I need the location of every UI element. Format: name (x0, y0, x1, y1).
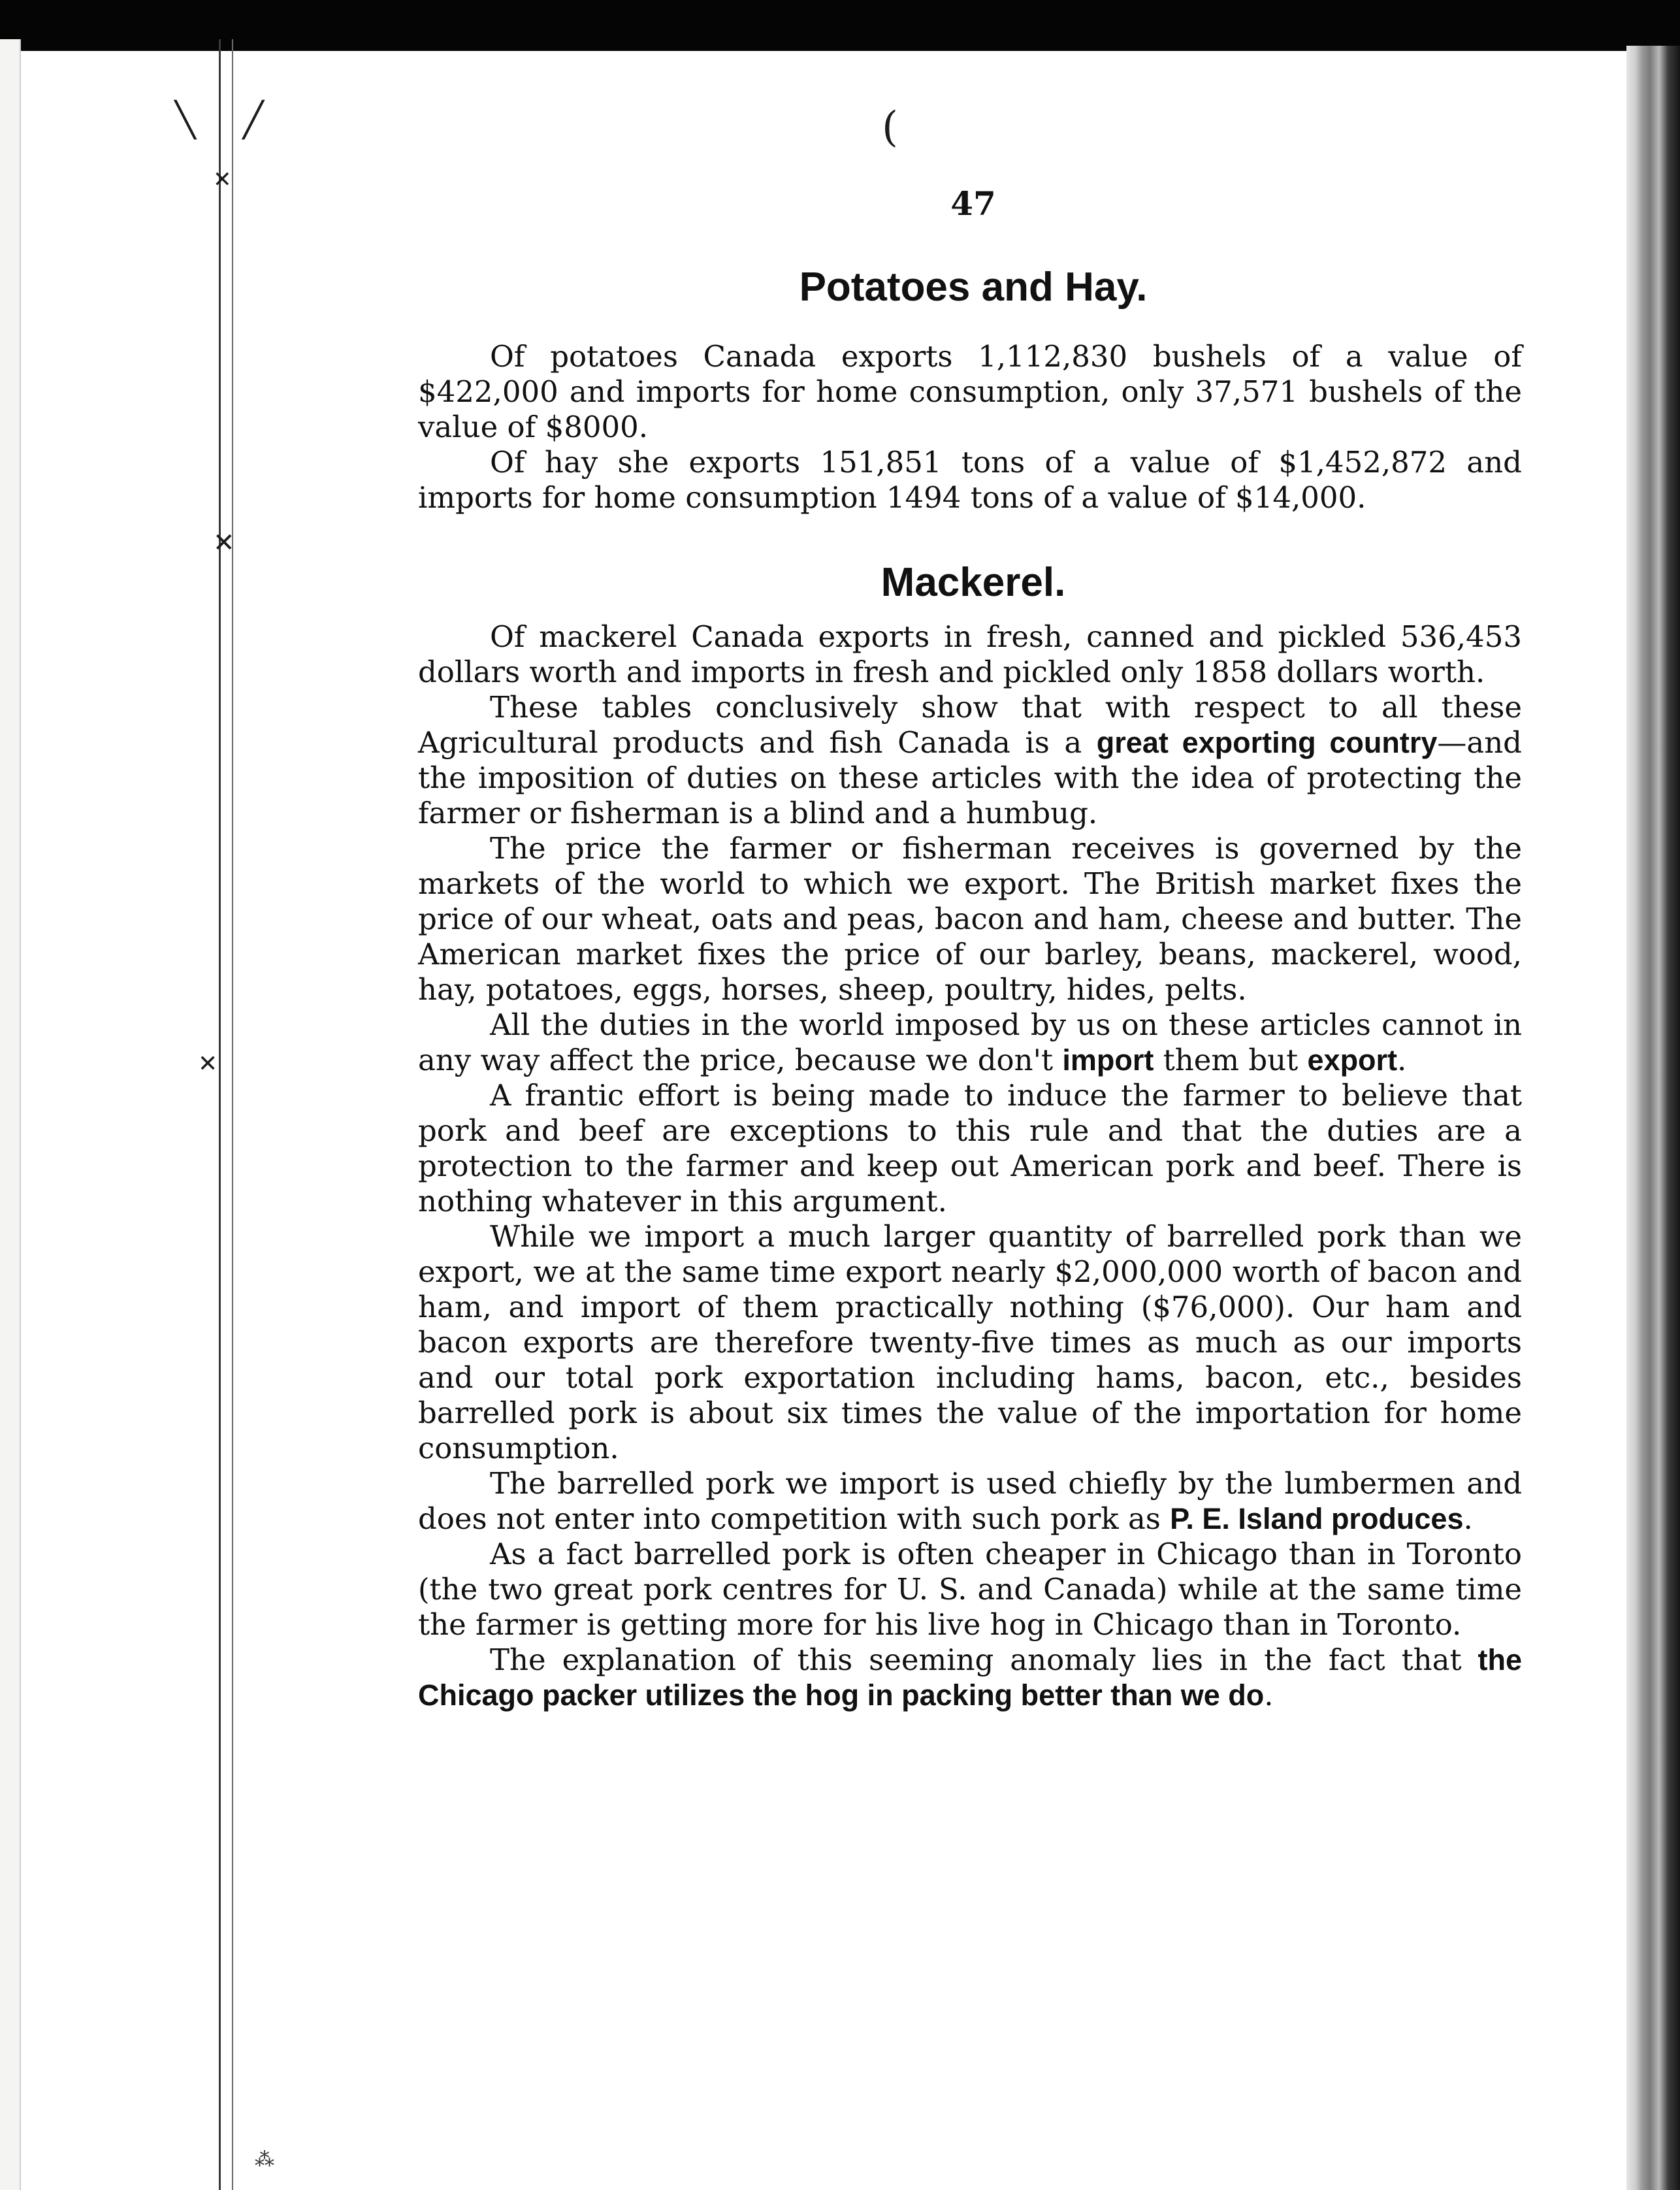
paragraph: The price the farmer or fisherman receives is governed by the markets of the world to which we export. The British market fixes the price of our wheat, oats and peas, bacon and ham, cheese and butter. The American market fixes the price of our barley, beans, mackerel, wood, hay, potatoes, eggs, horses, sheep, poultry, hides, pelts. (418, 831, 1522, 1007)
binding-stitch-icon: ✕ (213, 528, 235, 558)
paragraph-text: them but (1154, 1043, 1308, 1077)
paragraph: While we import a much larger quantity of barrelled pork than we export, we at the same time export nearly $2,000,000 worth of bacon and ham, and import of them practically nothing ($76,000). Our ham and bacon exports are therefore twenty-five times as much as our imports and our total pork exportation including hams, bacon, etc., besides barrelled pork is about six times the value of the importation for home consumption. (418, 1219, 1522, 1465)
emphasis-text: import (1062, 1043, 1154, 1077)
emphasis-text: export (1307, 1043, 1398, 1077)
paragraph-text: These tables conclusively show that with respect to all these Agricultural products and fish Canada is a (418, 690, 1522, 760)
page-number: 47 (950, 184, 996, 223)
paragraph-text: . (1264, 1678, 1274, 1712)
binding-gutter-line (219, 39, 221, 2190)
binding-tick-icon: ╲ (175, 101, 196, 140)
paragraph-text: The explanation of this seeming anomaly lies in the fact that (490, 1643, 1478, 1677)
emphasis-text: great exporting country (1096, 726, 1438, 759)
paragraph-text: —and the imposition of duties on these articles with the idea of protecting the farmer or fisherman is a blind and a humbug. (418, 725, 1522, 830)
section-heading-potatoes-hay: Potatoes and Hay. (799, 265, 1148, 310)
section-body-mackerel (418, 619, 1522, 1713)
paragraph-text: . (1463, 1501, 1473, 1536)
section-body-potatoes-hay (418, 339, 1522, 515)
paragraph-text: All the duties in the world imposed by us on these articles cannot in any way affect the price, because we don't (418, 1007, 1522, 1077)
emphasis-text: the Chicago packer utilizes the hog in packing better than we do (418, 1643, 1522, 1712)
paragraph: A frantic effort is being made to induce the farmer to believe that pork and beef are exceptions to this rule and that the duties are a protection to the farmer and keep out American pork and beef. There is nothing whatever in this argument. (418, 1078, 1522, 1218)
binding-tick-icon: ╱ (243, 101, 264, 140)
facing-page-edge (0, 39, 21, 2190)
paragraph: Of hay she exports 151,851 tons of a value of $1,452,872 and imports for home consumption 1494 tons of a value of $14,000. (418, 445, 1522, 515)
scan-top-border (0, 0, 1680, 51)
stray-ink-mark: ( (882, 103, 898, 152)
binding-stitch-icon: ✕ (198, 1051, 218, 1077)
scan-speck-icon: ⁂ (255, 2148, 274, 2171)
binding-stitch-icon: ✕ (213, 167, 232, 193)
paragraph (418, 1007, 1522, 1078)
page-fore-edge-shadow (1626, 46, 1680, 2190)
emphasis-text: P. E. Island produces (1170, 1502, 1464, 1535)
paragraph (418, 1643, 1522, 1713)
paragraph-text: The barrelled pork we import is used chiefly by the lumbermen and does not enter into competition with such pork as (418, 1466, 1522, 1536)
paragraph (418, 690, 1522, 831)
paragraph: Of mackerel Canada exports in fresh, canned and pickled 536,453 dollars worth and imports in fresh and pickled only 1858 dollars worth. (418, 619, 1522, 689)
paragraph: Of potatoes Canada exports 1,112,830 bushels of a value of $422,000 and imports for home consumption, only 37,571 bushels of the value of $8000. (418, 339, 1522, 444)
paragraph: As a fact barrelled pork is often cheaper in Chicago than in Toronto (the two great pork centres for U. S. and Canada) while at the same time the farmer is getting more for his live hog in Chicago than in Toronto. (418, 1537, 1522, 1642)
section-heading-mackerel: Mackerel. (880, 560, 1066, 605)
paragraph (418, 1466, 1522, 1537)
paragraph-text: . (1397, 1043, 1407, 1077)
binding-gutter-line-inner (232, 39, 233, 2190)
